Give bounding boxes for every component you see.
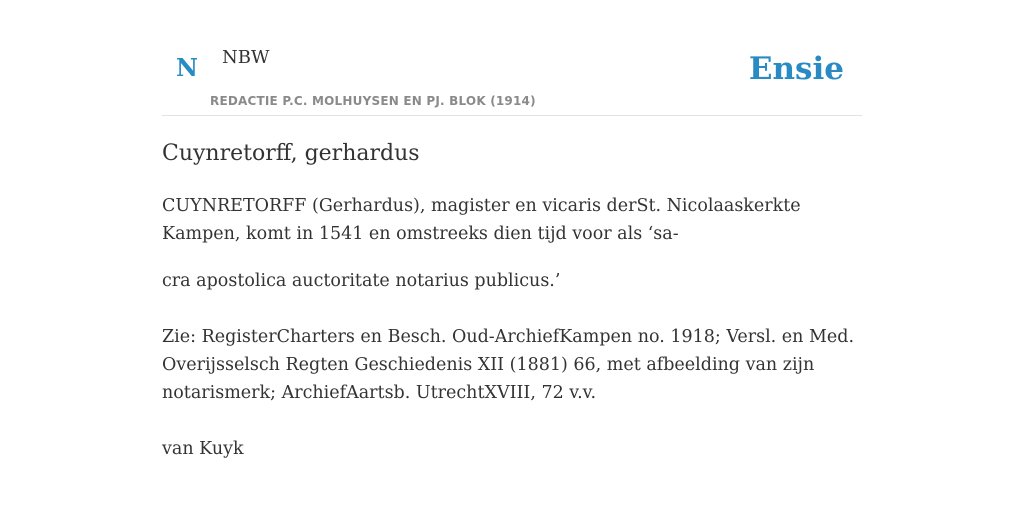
article-author: van Kuyk [162,439,244,459]
ensie-logo-link[interactable]: Ensie [748,51,844,87]
source-editors: REDACTIE P.C. MOLHUYSEN EN PJ. BLOK (1914) [210,94,536,108]
source-name[interactable]: NBW [222,47,270,68]
article-paragraph-2: cra apostolica auctoritate notarius publicus.’ [162,271,561,291]
page [162,0,862,512]
article-references: Zie: RegisterCharters en Besch. Oud-ArchiefKampen no. 1918; Versl. en Med. Overijsselsch Regten Geschiedenis XII (1881) 66, met afbeelding van zijn notarismerk; ArchiefAartsb. UtrechtXVIII, 72 v.v. [162,327,855,403]
article-title: Cuynretorff, gerhardus [162,141,420,166]
article-paragraph-1: CUYNRETORFF (Gerhardus), magister en vicaris derSt. Nicolaaskerkte Kampen, komt in 1541 en omstreeks dien tijd voor als ‘sa- [162,196,801,244]
header [162,0,862,116]
source-logo-icon[interactable]: N [176,53,198,82]
